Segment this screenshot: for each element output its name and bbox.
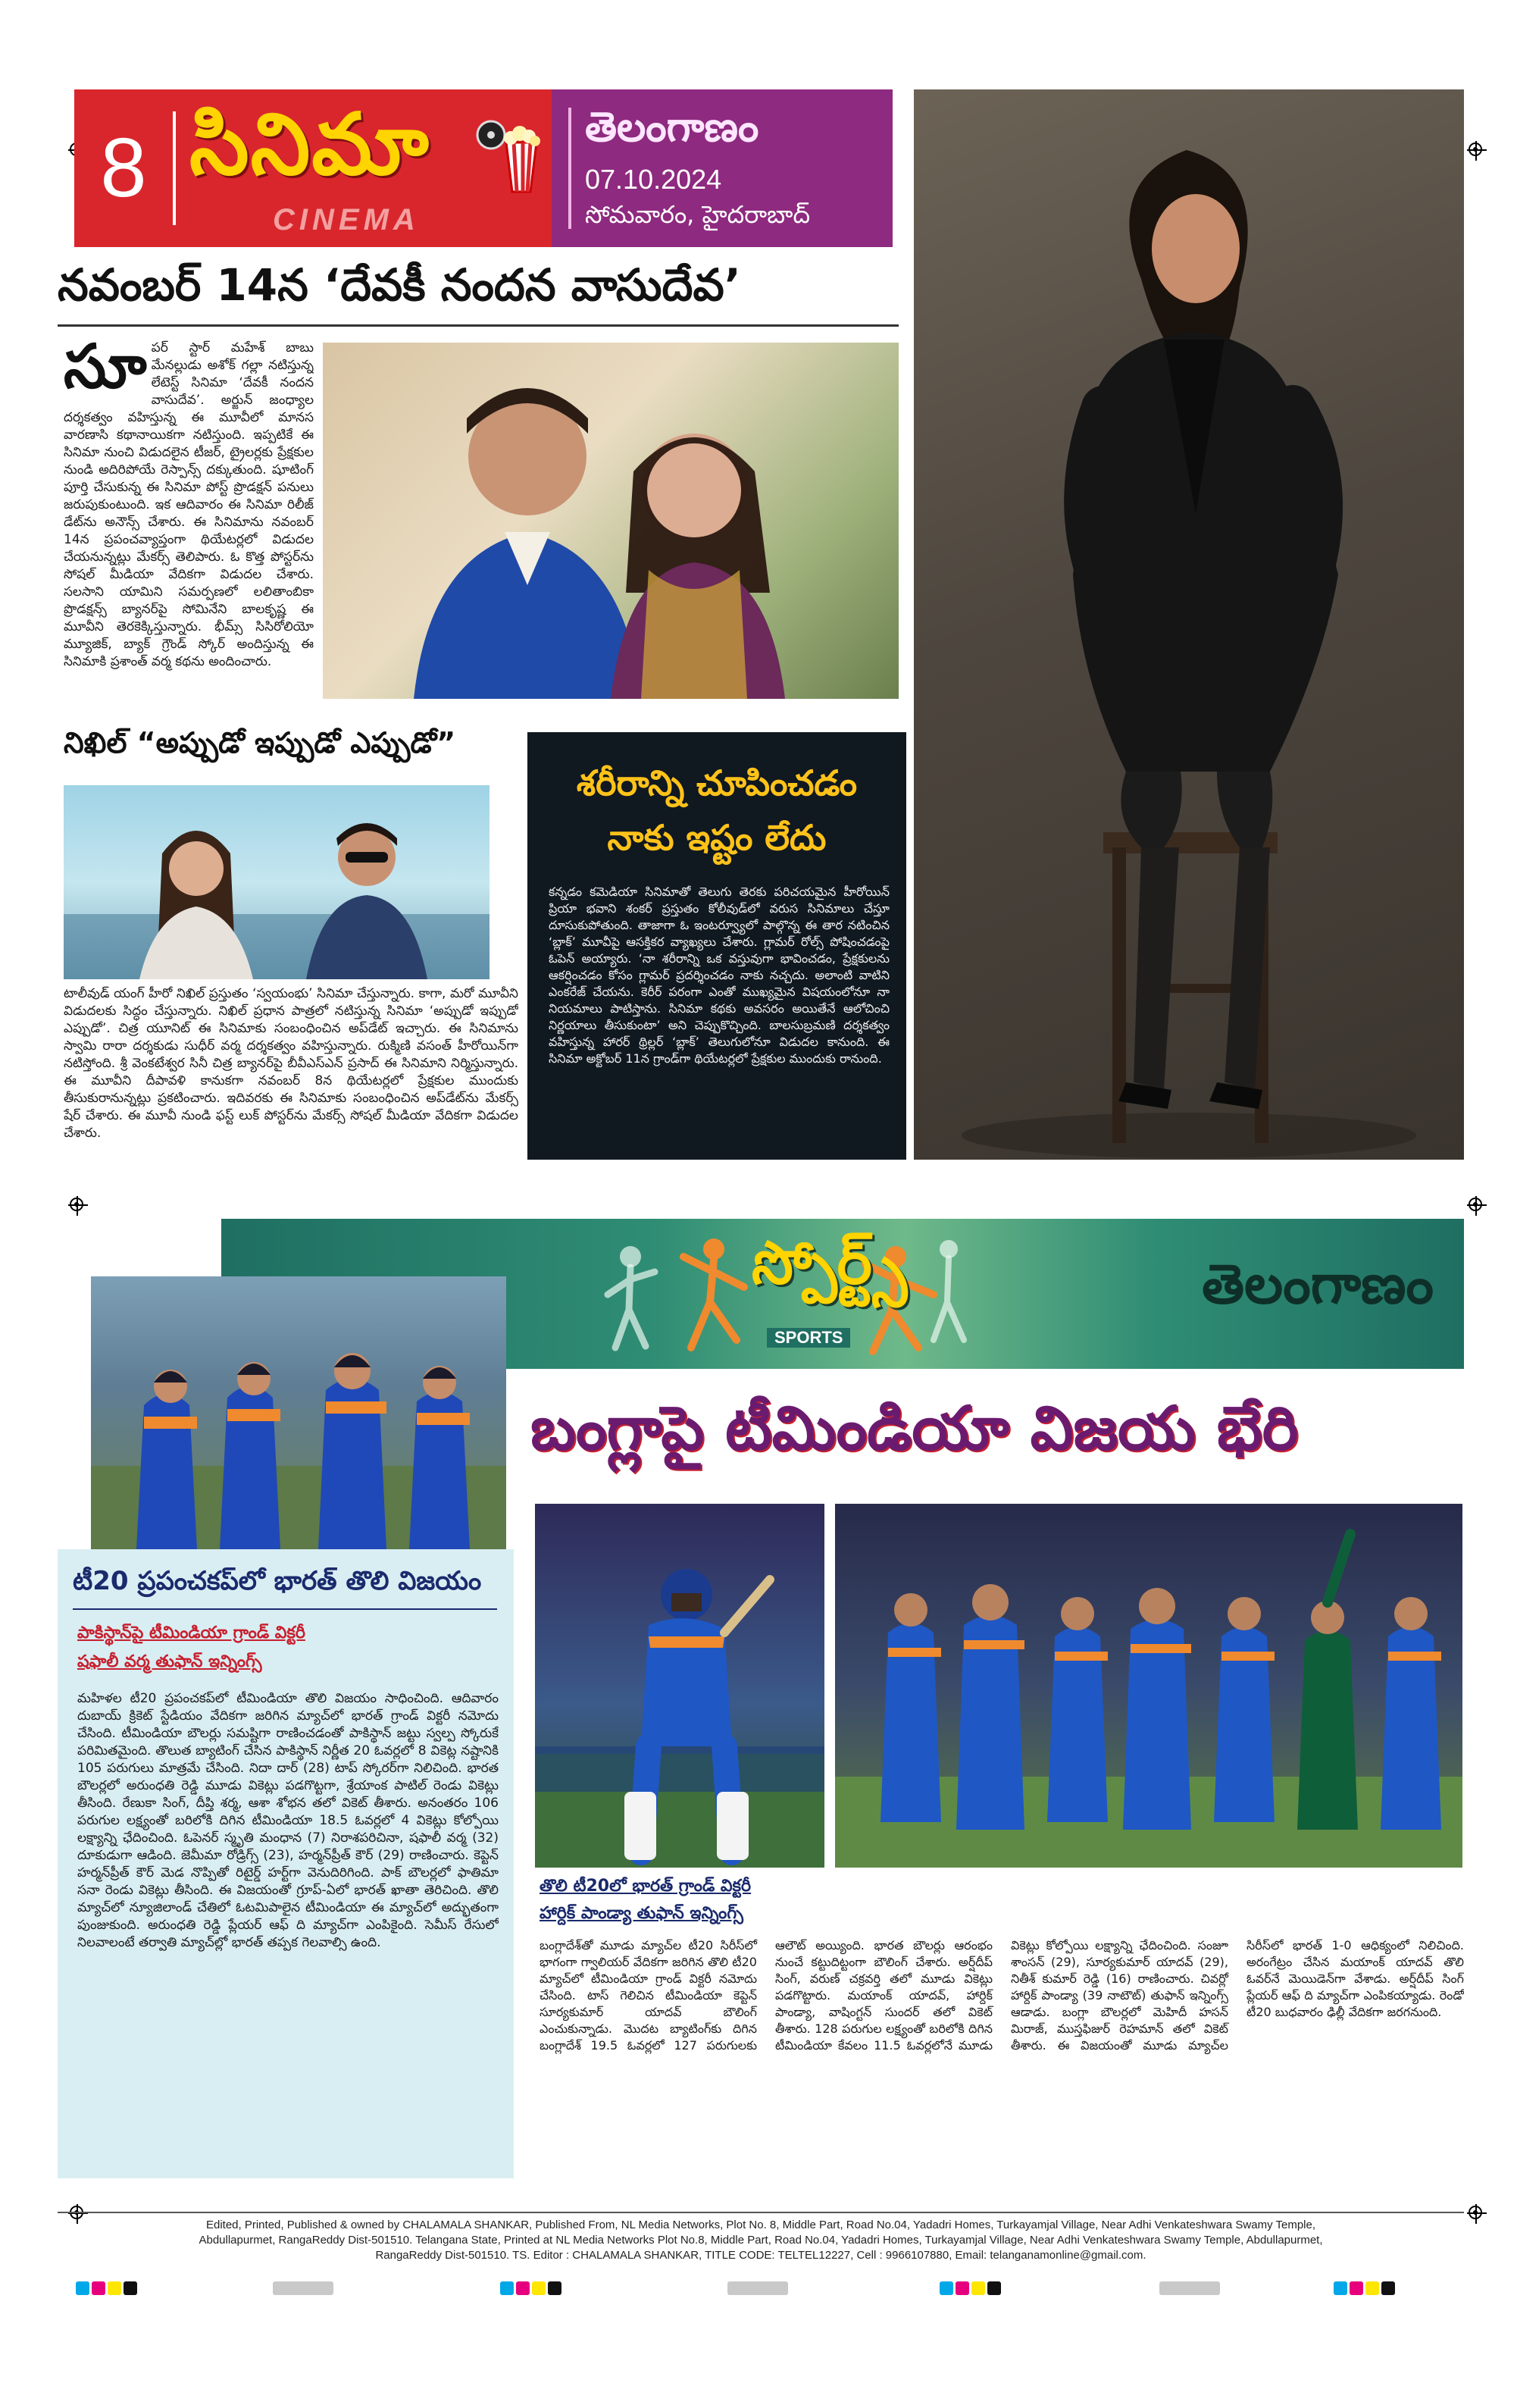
gray-bar-3 [1159,2281,1220,2295]
story4-headline: బంగ్లాపై టీమిండియా విజయ భేరి [530,1393,1299,1464]
story5-subhead-line2: షఫాలీ వర్మ తుఫాన్ ఇన్నింగ్స్ [77,1652,262,1671]
story3-headline-line2: నాకు ఇష్టం లేదు [607,817,827,858]
popcorn-film-icon [476,112,543,196]
issue-date: 07.10.2024 [585,164,722,195]
story4-body: బంగ్లాదేశ్‌తో మూడు మ్యాచ్‌ల టీ20 సిరీస్‌లో భాగంగా గ్వాలియర్ వేదికగా జరిగిన తొలి టీ20 మ్యాచ్‌లో టీమిండియా గ్రాండ్ విక్టరీ నమోదు చేసింది. టాస్ గెలిచిన టీమిండియా కెప్టెన్ సూర్యకుమార్ యాదవ్ బౌలింగ్ ఎంచుకున్నాడు. మొదట బ్యాటింగ్‌కు దిగిన బంగ్లాదేశ్ 19.5 ఓవర్లలో 127 పరుగులకు ఆలౌట్ అయ్యింది. భారత బౌలర్లు ఆరంభం నుంచే కట్టుదిట్టంగా బౌలింగ్ చేశారు. అర్ష్‌దీప్ సింగ్, వరుణ్ చక్రవర్తి తలో మూడు వికెట్లు పడగొట్టారు. మయాంక్ యాదవ్, హార్దిక్ పాండ్యా, వాషింగ్టన్ సుందర్ తలో వికెట్ తీశారు. 128 పరుగుల లక్ష్యంతో బరిలోకి దిగిన టీమిండియా కేవలం 11.5 ఓవర్లలోనే మూడు వికెట్లు కోల్పోయి లక్ష్యాన్ని ఛేదించింది. సంజూ శాంసన్ (29), సూర్యకుమార్ యాదవ్ (29), నితీశ్ కుమార్ రెడ్డి (16) రాణించారు. చివర్లో హార్దిక్ పాండ్యా (39 నాటౌట్) తుఫాన్ ఇన్నింగ్స్ ఆడాడు. బంగ్లా బౌలర్లలో మెహిదీ హసన్ మిరాజ్, ముస్తఫిజుర్ రెహమాన్ తలో వికెట్ తీశారు. ఈ విజయంతో మూడు మ్యాచ్‌ల సిరీస్‌లో భారత్ 1-0 ఆధిక్యంలో నిలిచింది. అరంగేట్రం చేసిన మయాంక్ యాదవ్ తొలి ఓవర్‌నే మెయిడెన్‌గా వేశాడు. అర్ష్‌దీప్ సింగ్ ప్లేయర్ ఆఫ్ ది మ్యాచ్‌గా ఎంపికయ్యాడు. రెండో టీ20 బుధవారం ఢిల్లీ వేదికగా జరగనుంది. [540,1938,1464,2053]
imprint-line2: Abdullapurmet, RangaReddy Dist-501510. Telangana State, Printed at NL Media Networks Plot No.8, Middle Part, Road No.04, Yadadri Homes, Turkayamjal Village, Near Adhi Venkateshwara Swamy Temple, Abdullapurmet, [199,2234,1323,2247]
color-bar-1 [76,2281,137,2295]
sports-subtitle: SPORTS [767,1328,850,1348]
story5-headline-rule [73,1608,497,1610]
registration-mark-mid-right [1469,1198,1482,1211]
story3-headline-line1: శరీరాన్ని చూపించడం [576,762,858,803]
story5-subhead-line1: పాకిస్థాన్‌పై టీమిండియా గ్రాండ్ విక్టరీ [77,1624,305,1642]
color-bar-3 [940,2281,1001,2295]
masthead-right-panel [552,89,893,247]
story2-headline: నిఖిల్ “అప్పుడో ఇప్పుడో ఎప్పుడో” [64,726,456,759]
sports-logo-box [752,1229,949,1358]
gray-bar-1 [273,2281,333,2295]
story3-box [527,732,906,1160]
story2-body: టాలీవుడ్ యంగ్ హీరో నిఖిల్ ప్రస్తుతం ‘స్వయంభు’ సినిమా చేస్తున్నారు. కాగా, మరో మూవీని విడుదలకు సిద్ధం చేస్తున్నారు. నిఖిల్ ప్రధాన పాత్రలో నటిస్తున్న సినిమా ‘అప్పుడో ఇప్పుడో ఎప్పుడో’. చిత్ర యూనిట్ ఈ సినిమాకు సంబంధించిన అప్‌డేట్ ఇచ్చారు. ఈ సినిమాను స్వామి రారా దర్శకుడు సుధీర్ వర్మ దర్శకత్వం వహిస్తున్నారు. రుక్మిణి వసంత్ హీరోయిన్‌గా నటిస్తోంది. శ్రీ వెంకటేశ్వర సినీ చిత్ర బ్యానర్‌పై బీవీఎస్ఎన్ ప్రసాద్ ఈ సినిమాని నిర్మిస్తున్నారు. ఈ మూవీని దీపావళి కానుకగా నవంబర్ 8న థియేటర్లలో ప్రేక్షకుల ముందుకు తీసుకురానున్నట్లు ప్రకటించారు. ఇదివరకు ఈ సినిమాకు సంబంధించిన అప్‌డేట్‌ను మేకర్స్ షేర్ చేశారు. ఈ మూవీ నుండి ఫస్ట్ లుక్ పోస్టర్‌ను మేకర్స్ సోషల్ మీడియా వేదికగా విడుదల చేశారు. [64,986,518,1141]
imprint-line1: Edited, Printed, Published & owned by CHALAMALA SHANKAR, Published From, NL Media Networks, Plot No. 8, Middle Part, Road No.04, Yadadri Homes, Turkayamjal Village, Near Adhi Venkateshwara Swamy Temple, [205,2219,1316,2231]
gray-bar-2 [727,2281,788,2295]
registration-mark-mid-left [70,1198,83,1211]
imprint-line3: RangaReddy Dist-501510. TS. Editor : CHALAMALA SHANKAR, TITLE CODE: TELTEL12227, Cell : 9966107880, Email: telanganamonline@gmail.com. [375,2249,1146,2262]
story5-body: మహిళల టీ20 ప్రపంచకప్‌లో టీమిండియా తొలి విజయం సాధించింది. ఆదివారం దుబాయ్ క్రికెట్ స్టేడియం వేదికగా జరిగిన మ్యాచ్‌లో భారత్ గ్రాండ్ విక్టరీ నమోదు చేసింది. టీమిండియా బౌలర్లు సమష్టిగా రాణించడంతో పాకిస్థాన్ జట్టు స్వల్ప స్కోరుకే పరిమితమైంది. తొలుత బ్యాటింగ్ చేసిన పాకిస్థాన్ నిర్ణీత 20 ఓవర్లలో 8 వికెట్ల నష్టానికి 105 పరుగులు మాత్రమే చేసింది. నిదా దార్ (28) టాప్ స్కోరర్‌గా నిలిచింది. భారత బౌలర్లలో అరుంధతి రెడ్డి మూడు వికెట్లు పడగొట్టగా, శ్రేయాంక పాటిల్ రెండు వికెట్లు తీసింది. రేణుకా సింగ్, దీప్తి శర్మ, ఆశా శోభన తలో వికెట్ తీశారు. అనంతరం 106 పరుగుల లక్ష్యంతో బరిలోకి దిగిన టీమిండియా 18.5 ఓవర్లలో 4 వికెట్లు కోల్పోయి లక్ష్యాన్ని ఛేదించింది. ఓపెనర్ స్మృతి మంధాన (7) నిరాశపరిచినా, షఫాలీ వర్మ (32) దూకుడుగా ఆడింది. జెమీమా రోడ్రిగ్స్ (23), హర్మన్‌ప్రీత్ కౌర్ (29) రాణించారు. కెప్టెన్ హర్మన్‌ప్రీత్ కౌర్ మెడ నొప్పితో రిటైర్డ్ హర్ట్‌గా వెనుదిరిగింది. పాక్ బౌలర్లలో ఫాతిమా సనా రెండు వికెట్లు తీసింది. ఈ విజయంతో గ్రూప్-ఏలో భారత్ ఖాతా తెరిచింది. తొలి మ్యాచ్‌లో న్యూజిలాండ్ చేతిలో ఓటమిపాలైన టీమిండియా ఈ మ్యాచ్‌లో అద్భుతంగా పుంజుకుంది. అరుంధతి రెడ్డి ప్లేయర్ ఆఫ్ ది మ్యాచ్‌గా ఎంపికైంది. సెమీస్ రేసులో నిలవాలంటే తర్వాతి మ్యాచ్‌ల్లో భారత్ తప్పక గెలవాల్సి ఉంది. [77,1691,499,1950]
story4-subhead-line2: హార్దిక్ పాండ్యా తుఫాన్ ఇన్నింగ్స్ [540,1904,743,1923]
story5-panel [58,1549,514,2178]
story1-headline: నవంబర్ 14న ‘దేవకీ నందన వాసుదేవ’ [58,259,741,311]
masthead-left-panel [74,89,552,247]
sports-paper-name: తెలంగాణం [1202,1252,1434,1316]
color-bar-4 [1334,2281,1395,2295]
story1-text: పర్ స్టార్ మహేశ్ బాబు మేనల్లుడు అశోక్ గల్లా నటిస్తున్న లేటెస్ట్ సినిమా ‘దేవకీ నందన వాసుదేవ’. అర్జున్ జంధ్యాల దర్శకత్వం వహిస్తున్న ఈ మూవీలో మానస వారణాసి కథానాయికగా నటిస్తుంది. ఇప్పటికే ఈ సినిమా నుంచి విడుదలైన టీజర్, ట్రైలర్లకు ప్రేక్షకుల నుండి అదిరిపోయే రెస్పాన్స్ దక్కుతుంది. షూటింగ్ పూర్తి చేసుకున్న ఈ సినిమా పోస్ట్ ప్రొడక్షన్ పనులు జరుపుకుంటుంది. ఇక ఆదివారం ఈ సినిమా రిలీజ్ డేట్‌ను అనౌన్స్ చేశారు. ఈ సినిమాను నవంబర్ 14న ప్రపంచవ్యాప్తంగా థియేటర్లలో విడుదల చేయనున్నట్లు మేకర్స్ తెలిపారు. ఓ కొత్త పోస్టర్‌ను సోషల్ మీడియా వేదికగా విడుదల చేశారు. సలసాని యామిని సమర్పణలో లలితాంబికా ప్రొడక్షన్స్ బ్యానర్‌పై సోమినేని బాలకృష్ణ ఈ మూవీని తెరకెక్కిస్తున్నారు. భీమ్స్ సిసిరోలియో మ్యూజిక్, బ్యాక్ గ్రౌండ్ స్కోర్ అందిస్తున్న ఈ సినిమాకి ప్రశాంత్ వర్మ కథను అందించారు. [64,340,314,669]
story5-headline: టీ20 ప్రపంచకప్‌లో భారత్ తొలి విజయం [73,1566,482,1596]
registration-mark-bottom-right [1469,2206,1482,2219]
section-subtitle: CINEMA [273,203,420,236]
story3-body: కన్నడం కమెడియా సినిమాతో తెలుగు తెరకు పరిచయమైన హీరోయిన్ ప్రియా భవాని శంకర్ ప్రస్తుతం కోలీవుడ్‌లో వరుస సినిమాలు చేస్తూ దూసుకుపోతుంది. తాజాగా ఓ ఇంటర్వ్యూలో పాల్గొన్న ఈ తార నటించిన ‘బ్లాక్’ మూవీపై ఆసక్తికర వ్యాఖ్యలు చేశారు. గ్లామర్ రోల్స్ పోషించడంపై ఓపెన్ అయ్యారు. ‘నా శరీరాన్ని ఒక వస్తువుగా భావించడం, ప్రేక్షకులను ఆకర్షించడం కోసం గ్లామర్ ప్రదర్శించడం నాకు నచ్చదు. అలాంటి వాటిని ఎంకరేజ్ చేయను. కెరీర్ పరంగా ఎంతో ముఖ్యమైన విషయంలోనూ నా నియమాలు పాటిస్తాను. సినిమా కథకు అవసరం అయితేనే ఆలోచించి నిర్ణయాలు తీసుకుంటా’ అని చెప్పుకొచ్చింది. బాలసుబ్రమణి దర్శకత్వం వహిస్తున్న హారర్ థ్రిల్లర్ ‘బ్లాక్’ తెలుగులోనూ విడుదల కానుంది. ఈ సినిమా అక్టోబర్ 11న గ్రాండ్‌గా థియేటర్లలో ప్రేక్షకుల ముందుకు రానుంది. [549,885,890,1066]
cinema-masthead [74,89,893,247]
sports-title: స్పోర్ట్స్ [752,1229,908,1298]
masthead-rule [568,108,571,229]
story4-batter-photo [535,1504,824,1868]
story4-team-celebration-photo [835,1504,1462,1868]
story1-body [64,340,314,703]
imprint-rule [58,2212,1464,2213]
actress-hero-photo [914,89,1464,1160]
story1-rule [58,324,899,327]
section-title: సినిమా [189,96,430,194]
color-bar-2 [500,2281,561,2295]
registration-mark-top-right [1469,142,1482,156]
story4-subhead-line1: తొలి టీ20లో భారత్ గ్రాండ్ విక్టరీ [540,1877,752,1896]
story2-film-still-photo [64,785,490,979]
masthead-divider [173,111,176,225]
paper-name: తెలంగాణం [585,103,759,151]
issue-day-city: సోమవారం, హైదరాబాద్ [585,200,811,229]
story1-couple-photo [323,343,899,699]
page-number: 8 [100,121,147,214]
story1-drop-cap: సూ [64,340,147,402]
story5-women-team-photo [91,1276,506,1549]
